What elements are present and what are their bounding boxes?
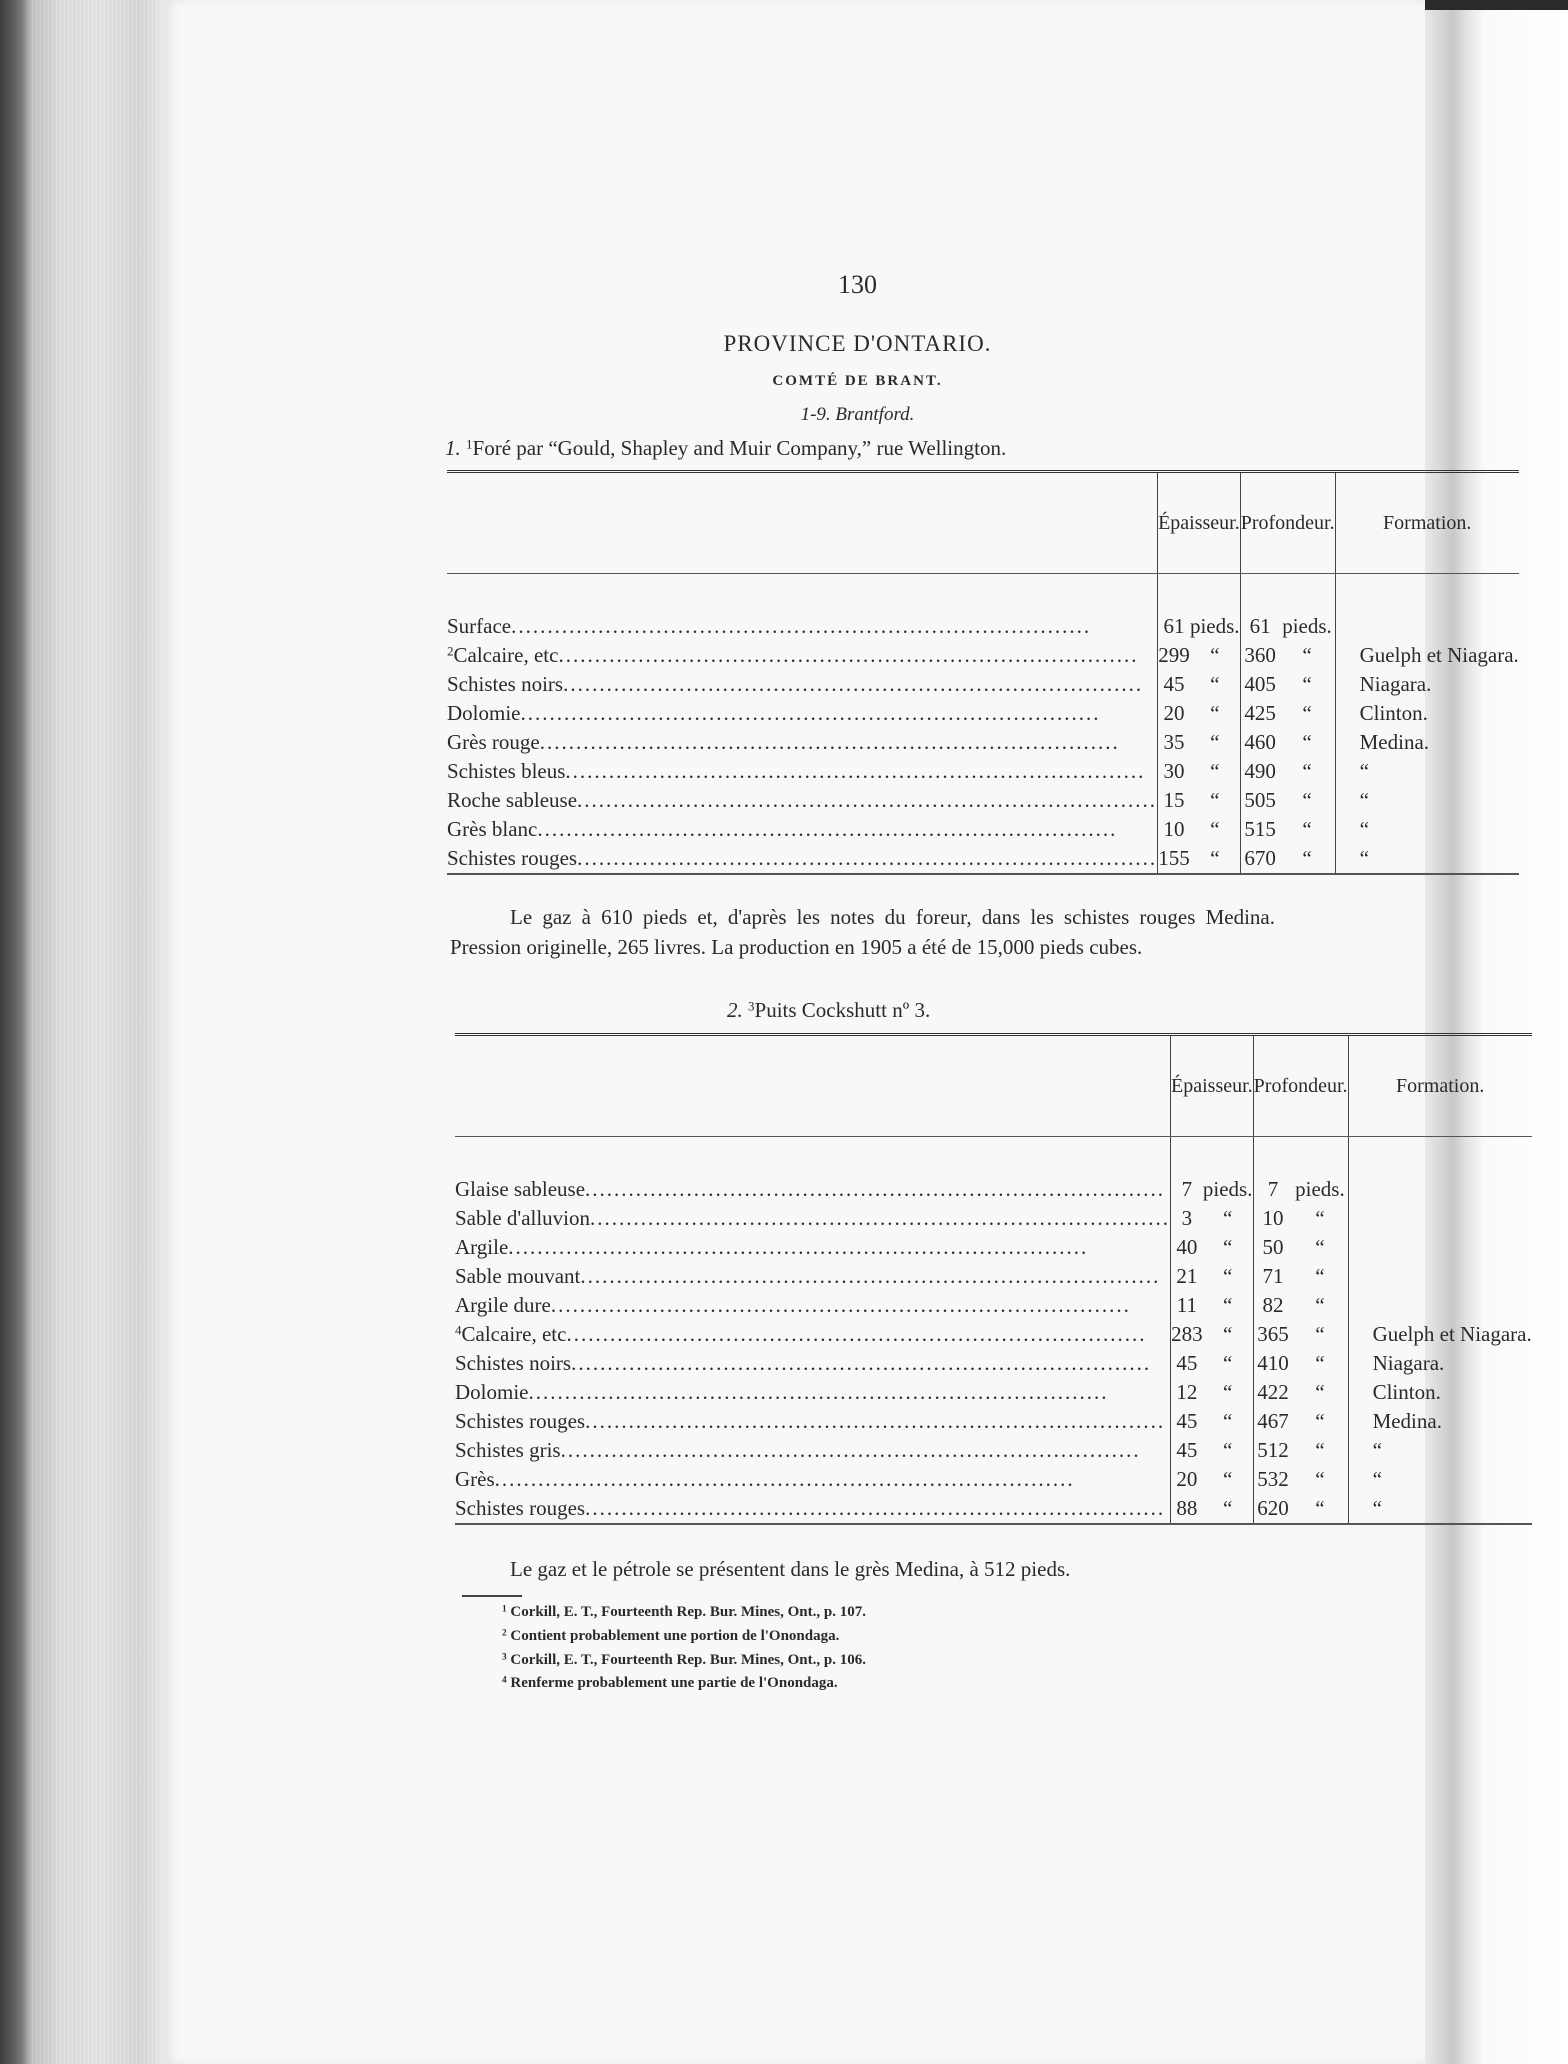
depth-unit: “ bbox=[1315, 1293, 1325, 1317]
thickness-value: 7 bbox=[1171, 1175, 1203, 1204]
table-row bbox=[455, 1465, 1532, 1494]
thickness-unit: “ bbox=[1210, 643, 1220, 667]
stratum-name: Schistes gris bbox=[455, 1438, 561, 1462]
scan-border bbox=[1425, 0, 1568, 10]
table-row bbox=[447, 757, 1519, 786]
footnote-ref: 2 bbox=[447, 643, 454, 659]
formation-value: Clinton. bbox=[1348, 1378, 1532, 1407]
formation-value: Niagara. bbox=[1348, 1349, 1532, 1378]
depth-unit: “ bbox=[1315, 1264, 1325, 1288]
depth-value: 422 bbox=[1253, 1378, 1292, 1407]
page-edges bbox=[30, 0, 160, 2064]
well-1-caption bbox=[445, 436, 1006, 461]
stratum-name-cell bbox=[447, 815, 1158, 844]
thickness-value: 20 bbox=[1171, 1465, 1203, 1494]
page-number: 130 bbox=[838, 270, 877, 299]
depth-unit: “ bbox=[1315, 1235, 1325, 1259]
stratum-label bbox=[447, 757, 1157, 786]
stratum-name-cell bbox=[455, 1175, 1171, 1204]
thickness-unit: “ bbox=[1223, 1322, 1233, 1346]
formation-value: “ bbox=[1348, 1494, 1532, 1524]
formation-value: Medina. bbox=[1335, 728, 1519, 757]
header-thickness: Épaisseur. bbox=[1158, 472, 1241, 574]
formation-value: “ bbox=[1348, 1465, 1532, 1494]
table-row bbox=[455, 1349, 1532, 1378]
depth-unit: “ bbox=[1315, 1322, 1325, 1346]
thickness-value: 283 bbox=[1171, 1320, 1203, 1349]
footnote bbox=[502, 1628, 839, 1645]
footnote-ref: 1 bbox=[466, 436, 473, 452]
thickness-value: 21 bbox=[1171, 1262, 1203, 1291]
thickness-unit: “ bbox=[1223, 1264, 1233, 1288]
depth-value: 490 bbox=[1240, 757, 1279, 786]
stratum-name: Grès bbox=[455, 1467, 495, 1491]
stratum-name: Sable mouvant bbox=[455, 1264, 581, 1288]
footnote bbox=[502, 1652, 866, 1669]
table-row bbox=[447, 786, 1519, 815]
depth-value: 82 bbox=[1253, 1291, 1292, 1320]
stratum-name: Schistes rouges bbox=[455, 1409, 586, 1433]
table-row bbox=[455, 1378, 1532, 1407]
footnote-text: Corkill, E. T., Fourteenth Rep. Bur. Mines, Ont., p. 106. bbox=[510, 1652, 866, 1668]
stratum-name: Sable d'alluvion bbox=[455, 1206, 591, 1230]
stratum-label bbox=[447, 641, 1157, 670]
footnote-text: Corkill, E. T., Fourteenth Rep. Bur. Mines, Ont., p. 107. bbox=[510, 1604, 866, 1620]
stratum-name: Schistes noirs bbox=[447, 672, 564, 696]
formation-value: “ bbox=[1335, 815, 1519, 844]
formation-value: Medina. bbox=[1348, 1407, 1532, 1436]
stratum-name: Schistes noirs bbox=[455, 1351, 572, 1375]
table-row bbox=[447, 699, 1519, 728]
stratum-name-cell bbox=[447, 641, 1158, 670]
depth-value: 405 bbox=[1240, 670, 1279, 699]
depth-value: 425 bbox=[1240, 699, 1279, 728]
footnote-ref: 3 bbox=[748, 998, 755, 1014]
header-name-blank bbox=[447, 472, 1158, 574]
stratum-name: Schistes rouges bbox=[455, 1496, 586, 1520]
stratum-name: Grès rouge bbox=[447, 730, 540, 754]
footnote-text: Renferme probablement une partie de l'Onondaga. bbox=[510, 1675, 838, 1691]
thickness-unit: pieds. bbox=[1189, 614, 1240, 638]
header-name-blank bbox=[455, 1035, 1171, 1137]
thickness-unit: “ bbox=[1210, 701, 1220, 725]
depth-value: 10 bbox=[1253, 1204, 1292, 1233]
table-row bbox=[455, 1436, 1532, 1465]
formation-value: “ bbox=[1335, 786, 1519, 815]
depth-unit: “ bbox=[1315, 1409, 1325, 1433]
stratum-label bbox=[447, 815, 1157, 844]
stratum-name: Schistes bleus bbox=[447, 759, 566, 783]
thickness-unit: “ bbox=[1210, 759, 1220, 783]
depth-unit: “ bbox=[1315, 1351, 1325, 1375]
stratum-label bbox=[447, 844, 1157, 873]
stratum-name-cell bbox=[447, 612, 1158, 641]
table-row bbox=[447, 612, 1519, 641]
depth-value: 505 bbox=[1240, 786, 1279, 815]
stratum-name-cell bbox=[455, 1262, 1171, 1291]
thickness-value: 45 bbox=[1171, 1349, 1203, 1378]
header-depth: Profondeur. bbox=[1240, 472, 1335, 574]
thickness-value: 20 bbox=[1158, 699, 1190, 728]
caption-text: Foré par “Gould, Shapley and Muir Company,” rue Wellington. bbox=[472, 436, 1007, 460]
header-formation: Formation. bbox=[1335, 472, 1519, 574]
thickness-value: 15 bbox=[1158, 786, 1190, 815]
stratum-name-cell bbox=[447, 757, 1158, 786]
depth-unit: “ bbox=[1302, 759, 1312, 783]
thickness-unit: “ bbox=[1210, 788, 1220, 812]
stratum-label bbox=[455, 1494, 1170, 1523]
thickness-unit: “ bbox=[1210, 730, 1220, 754]
formation-value: “ bbox=[1335, 757, 1519, 786]
stratum-name-cell bbox=[455, 1378, 1171, 1407]
stratum-name-cell bbox=[447, 844, 1158, 874]
stratum-name: Dolomie bbox=[447, 701, 521, 725]
table-row bbox=[447, 728, 1519, 757]
table-body bbox=[455, 1175, 1532, 1524]
stratum-name: Surface bbox=[447, 614, 512, 638]
table-row bbox=[447, 641, 1519, 670]
stratum-name: Calcaire, etc bbox=[453, 643, 559, 667]
stratum-name: Grès blanc bbox=[447, 817, 538, 841]
table-row bbox=[455, 1291, 1532, 1320]
depth-unit: “ bbox=[1302, 788, 1312, 812]
stratum-name-cell bbox=[447, 786, 1158, 815]
formation-value bbox=[1348, 1233, 1532, 1262]
depth-unit: “ bbox=[1302, 643, 1312, 667]
county-heading: COMTÉ DE BRANT. bbox=[772, 373, 943, 389]
stratum-name-cell bbox=[455, 1204, 1171, 1233]
stratum-name-cell bbox=[447, 728, 1158, 757]
stratum-label bbox=[455, 1175, 1170, 1204]
stratum-name: Calcaire, etc bbox=[461, 1322, 567, 1346]
stratum-name-cell bbox=[455, 1407, 1171, 1436]
depth-unit: pieds. bbox=[1282, 614, 1332, 638]
table-row bbox=[455, 1233, 1532, 1262]
thickness-unit: “ bbox=[1223, 1206, 1233, 1230]
depth-value: 532 bbox=[1253, 1465, 1292, 1494]
well-1-note: Le gaz à 610 pieds et, d'après les notes du foreur, dans les schistes rouges Medina. Pression originelle, 265 livres. La production en 1905 a été de 15,000 pieds cubes. bbox=[450, 905, 1275, 959]
stratum-label bbox=[455, 1465, 1170, 1494]
province-heading: PROVINCE D'ONTARIO. bbox=[723, 331, 992, 356]
thickness-unit: “ bbox=[1223, 1496, 1233, 1520]
stratum-label bbox=[455, 1262, 1170, 1291]
thickness-unit: “ bbox=[1223, 1380, 1233, 1404]
formation-value: “ bbox=[1335, 844, 1519, 874]
depth-value: 460 bbox=[1240, 728, 1279, 757]
depth-value: 71 bbox=[1253, 1262, 1292, 1291]
thickness-value: 40 bbox=[1171, 1233, 1203, 1262]
header-formation: Formation. bbox=[1348, 1035, 1532, 1137]
footnote-marker: 1 bbox=[502, 1604, 507, 1615]
city-heading: 1-9. Brantford. bbox=[800, 404, 915, 425]
stratum-label bbox=[447, 612, 1157, 641]
stratum-label bbox=[455, 1233, 1170, 1262]
thickness-unit: “ bbox=[1210, 672, 1220, 696]
stratum-name-cell bbox=[447, 670, 1158, 699]
formation-value bbox=[1348, 1291, 1532, 1320]
stratum-label bbox=[455, 1349, 1170, 1378]
formation-value bbox=[1335, 612, 1519, 641]
stratum-name-cell bbox=[455, 1436, 1171, 1465]
thickness-value: 61 bbox=[1158, 612, 1190, 641]
formation-value bbox=[1348, 1204, 1532, 1233]
formation-value bbox=[1348, 1262, 1532, 1291]
stratum-name: Dolomie bbox=[455, 1380, 529, 1404]
depth-value: 512 bbox=[1253, 1436, 1292, 1465]
depth-unit: “ bbox=[1302, 846, 1312, 870]
footnote bbox=[502, 1604, 866, 1621]
footnote-marker: 3 bbox=[502, 1652, 507, 1663]
depth-unit: “ bbox=[1302, 817, 1312, 841]
thickness-unit: “ bbox=[1223, 1235, 1233, 1259]
footnote-rule bbox=[462, 1595, 522, 1597]
table-body bbox=[447, 612, 1519, 874]
footnote-marker: 2 bbox=[502, 1628, 507, 1639]
formation-value: Guelph et Niagara. bbox=[1348, 1320, 1532, 1349]
formation-value: Clinton. bbox=[1335, 699, 1519, 728]
table-row bbox=[455, 1407, 1532, 1436]
thickness-value: 45 bbox=[1158, 670, 1190, 699]
formation-value: Niagara. bbox=[1335, 670, 1519, 699]
stratum-label bbox=[447, 699, 1157, 728]
depth-value: 620 bbox=[1253, 1494, 1292, 1524]
stratum-name-cell bbox=[455, 1233, 1171, 1262]
thickness-unit: “ bbox=[1210, 817, 1220, 841]
thickness-value: 88 bbox=[1171, 1494, 1203, 1524]
well-number: 1. bbox=[445, 436, 461, 460]
table-row bbox=[455, 1494, 1532, 1524]
depth-value: 467 bbox=[1253, 1407, 1292, 1436]
depth-unit: “ bbox=[1315, 1206, 1325, 1230]
depth-value: 515 bbox=[1240, 815, 1279, 844]
stratum-label bbox=[455, 1436, 1170, 1465]
stratum-label bbox=[447, 728, 1157, 757]
stratum-name: Argile dure bbox=[455, 1293, 551, 1317]
stratum-label bbox=[455, 1407, 1170, 1436]
thickness-unit: “ bbox=[1223, 1409, 1233, 1433]
depth-value: 365 bbox=[1253, 1320, 1292, 1349]
page-sheet bbox=[165, 0, 1425, 2064]
formation-value bbox=[1348, 1175, 1532, 1204]
thickness-unit: “ bbox=[1223, 1467, 1233, 1491]
depth-unit: “ bbox=[1315, 1496, 1325, 1520]
thickness-value: 3 bbox=[1171, 1204, 1203, 1233]
table-row bbox=[447, 670, 1519, 699]
thickness-value: 30 bbox=[1158, 757, 1190, 786]
table-row bbox=[447, 815, 1519, 844]
stratum-name: Roche sableuse bbox=[447, 788, 578, 812]
depth-unit: “ bbox=[1302, 730, 1312, 754]
stratum-label bbox=[455, 1320, 1170, 1349]
stratum-name-cell bbox=[455, 1291, 1171, 1320]
thickness-value: 10 bbox=[1158, 815, 1190, 844]
depth-value: 360 bbox=[1240, 641, 1279, 670]
footnote-text: Contient probablement une portion de l'Onondaga. bbox=[510, 1628, 840, 1644]
depth-value: 410 bbox=[1253, 1349, 1292, 1378]
thickness-unit: “ bbox=[1223, 1351, 1233, 1375]
strata-table-1 bbox=[447, 470, 1519, 875]
depth-unit: “ bbox=[1315, 1467, 1325, 1491]
thickness-unit: “ bbox=[1223, 1438, 1233, 1462]
well-2-caption bbox=[727, 998, 930, 1023]
thickness-value: 45 bbox=[1171, 1407, 1203, 1436]
depth-value: 50 bbox=[1253, 1233, 1292, 1262]
depth-unit: pieds. bbox=[1295, 1177, 1345, 1201]
stratum-name: Schistes rouges bbox=[447, 846, 578, 870]
caption-text: Puits Cockshutt nº 3. bbox=[754, 998, 931, 1022]
thickness-value: 11 bbox=[1171, 1291, 1203, 1320]
footnote-marker: 4 bbox=[502, 1675, 507, 1686]
stratum-label bbox=[455, 1204, 1170, 1233]
depth-value: 670 bbox=[1240, 844, 1279, 874]
stratum-name-cell bbox=[455, 1494, 1171, 1524]
thickness-value: 155 bbox=[1158, 844, 1190, 874]
stratum-label bbox=[447, 670, 1157, 699]
thickness-unit: “ bbox=[1223, 1293, 1233, 1317]
header-thickness: Épaisseur. bbox=[1171, 1035, 1254, 1137]
depth-unit: “ bbox=[1302, 701, 1312, 725]
header-depth: Profondeur. bbox=[1253, 1035, 1348, 1137]
thickness-unit: “ bbox=[1210, 846, 1220, 870]
stratum-name: Argile bbox=[455, 1235, 509, 1259]
table-row bbox=[455, 1262, 1532, 1291]
footnote bbox=[502, 1675, 838, 1692]
well-number: 2. bbox=[727, 998, 743, 1022]
depth-value: 7 bbox=[1253, 1175, 1292, 1204]
depth-unit: “ bbox=[1315, 1438, 1325, 1462]
table-row bbox=[447, 844, 1519, 874]
strata-table-2 bbox=[455, 1033, 1532, 1525]
depth-unit: “ bbox=[1315, 1380, 1325, 1404]
book-right-edge bbox=[1425, 0, 1568, 2064]
stratum-label bbox=[447, 786, 1157, 815]
stratum-name-cell bbox=[455, 1465, 1171, 1494]
stratum-name-cell bbox=[455, 1349, 1171, 1378]
stratum-name-cell bbox=[455, 1320, 1171, 1349]
stratum-name-cell bbox=[447, 699, 1158, 728]
thickness-value: 12 bbox=[1171, 1378, 1203, 1407]
thickness-value: 45 bbox=[1171, 1436, 1203, 1465]
stratum-label bbox=[455, 1378, 1170, 1407]
depth-value: 61 bbox=[1240, 612, 1279, 641]
stratum-label bbox=[455, 1291, 1170, 1320]
footnote-ref: 4 bbox=[455, 1322, 462, 1338]
well-2-note: Le gaz et le pétrole se présentent dans le grès Medina, à 512 pieds. bbox=[510, 1557, 1071, 1581]
thickness-unit: pieds. bbox=[1202, 1177, 1253, 1201]
formation-value: “ bbox=[1348, 1436, 1532, 1465]
table-row bbox=[455, 1175, 1532, 1204]
table-row bbox=[455, 1320, 1532, 1349]
thickness-value: 299 bbox=[1158, 641, 1190, 670]
thickness-value: 35 bbox=[1158, 728, 1190, 757]
formation-value: Guelph et Niagara. bbox=[1335, 641, 1519, 670]
table-row bbox=[455, 1204, 1532, 1233]
depth-unit: “ bbox=[1302, 672, 1312, 696]
stratum-name: Glaise sableuse bbox=[455, 1177, 586, 1201]
